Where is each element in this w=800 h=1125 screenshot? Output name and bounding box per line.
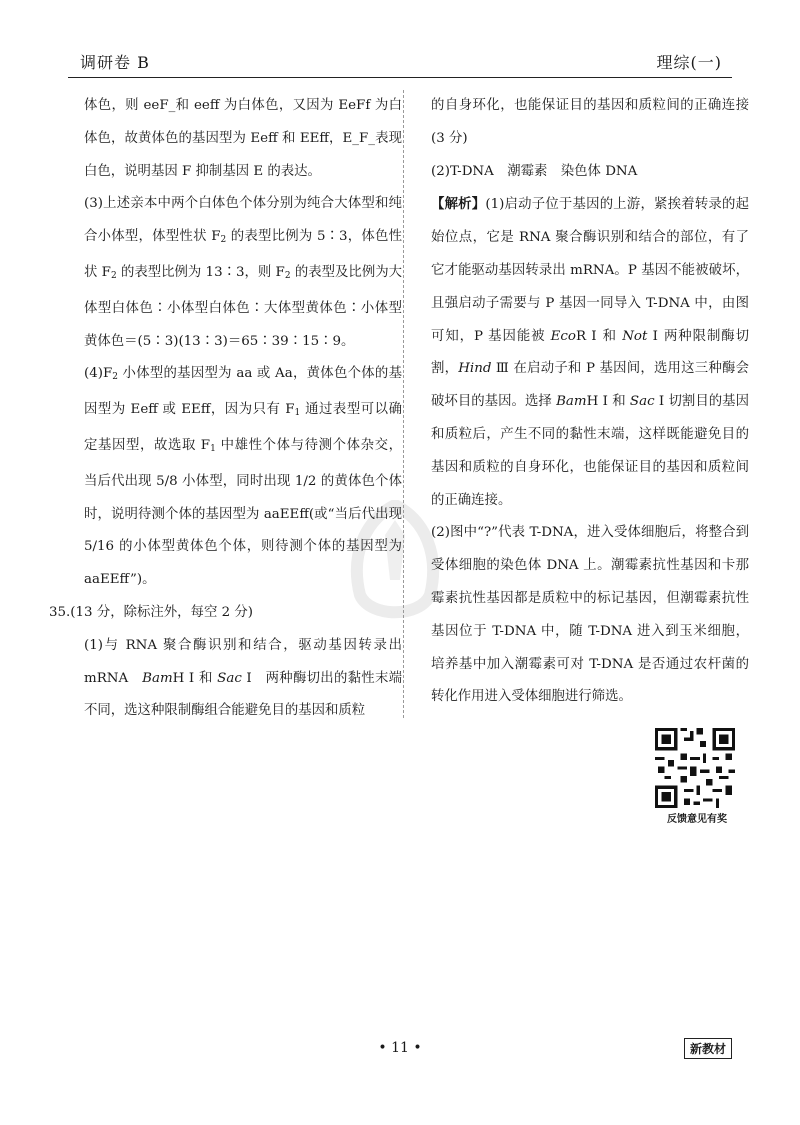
right-paragraph-1: 的自身环化，也能保证目的基因和质粒间的正确连接(3 分)	[431, 98, 749, 146]
right-column	[431, 90, 749, 714]
left-paragraph-1: 体色，则 eeF_和 eeff 为白体色，又因为 EeFf 为白体色，故黄体色的基因型为 Eeff 和 EEff，E_F_表现白色，说明基因 F 抑制基因 E 的表达。	[84, 98, 402, 179]
page-number: • 11 •	[378, 1040, 422, 1056]
analysis-paragraph-2: (2)图中“?”代表 T-DNA，进入受体细胞后，将整合到受体细胞的染色体 DNA 上。潮霉素抗性基因和卡那霉素抗性基因都是质粒中的标记基因，但潮霉素抗性基因位于 T-DNA 中，随 T-DNA 进入到玉米细胞，培养基中加入潮霉素可对 T-DNA 是否通过农杆菌的转化作用进入受体细胞进行筛选。	[431, 525, 749, 705]
header-rule	[68, 77, 732, 78]
qr-code[interactable]	[655, 728, 735, 808]
analysis-paragraph-1: 【解析】(1)启动子位于基因的上游，紧挨着转录的起始位点，它是 RNA 聚合酶识别和结合的部位，有了它才能驱动基因转录出 mRNA。P 基因不能被破坏，且强启动子需要与 P 基因一同导入 T-DNA 中，由图可知，P 基因能被 EcoR Ⅰ 和 Not Ⅰ 两种限制酶切割，Hind Ⅲ 在启动子和 P 基因间，选用这三种酶会破坏目的基因。选择 BamH Ⅰ 和 Sac Ⅰ 切割目的基因和质粒后，产生不同的黏性末端，这样既能避免目的基因和质粒的自身环化，也能保证目的基因和质粒间的正确连接。	[431, 196, 750, 508]
left-paragraph-3: $(4)F_2$ 小体型的基因型为 aa 或 Aa，黄体色个体的基因型为 Eeff 或 EEff，因为只有 $F_1$ 通过表型可以确定基因型，故选取 $F_1$ 中雄性个体与待测个体杂交，当后代出现 5/8 小体型，同时出现 1/2 的黄体色个体时，说明待测个体的基因型为 aaEEff(或“当后代出现 5/16 的小体型黄体色个体，则待测个体的基因型为 aaEEff”)。	[84, 366, 402, 588]
header-right-title: 理综(一)	[656, 53, 722, 72]
qr-caption: 反馈意见有奖	[667, 814, 727, 825]
right-paragraph-2: (2)T-DNA 潮霉素 染色体 DNA	[431, 163, 638, 179]
left-paragraph-2: (3)上述亲本中两个白体色个体分别为纯合大体型和纯合小体型，体型性状 $F_2$ 的表型比例为 5∶3，体色性状 $F_2$ 的表型比例为 13∶3，则 $F_2$ 的表型及比例为大体型白体色∶小体型白体色∶大体型黄体色∶小体型黄体色＝(5∶3)(13∶3)＝65∶39∶15∶9。	[84, 196, 402, 349]
analysis-label: 【解析】	[431, 196, 486, 213]
edition-badge: 新教材	[684, 1038, 732, 1059]
left-column	[49, 90, 403, 728]
header-left-title: 调研卷 B	[80, 53, 150, 72]
question-35-heading: 35.(13 分，除标注外，每空 2 分)	[49, 604, 253, 620]
left-paragraph-5: (1)与 RNA 聚合酶识别和结合，驱动基因转录出 mRNA BamH Ⅰ 和 Sac Ⅰ 两种酶切出的黏性末端不同，选这种限制酶组合能避免目的基因和质粒	[84, 637, 403, 719]
column-divider	[403, 90, 404, 718]
